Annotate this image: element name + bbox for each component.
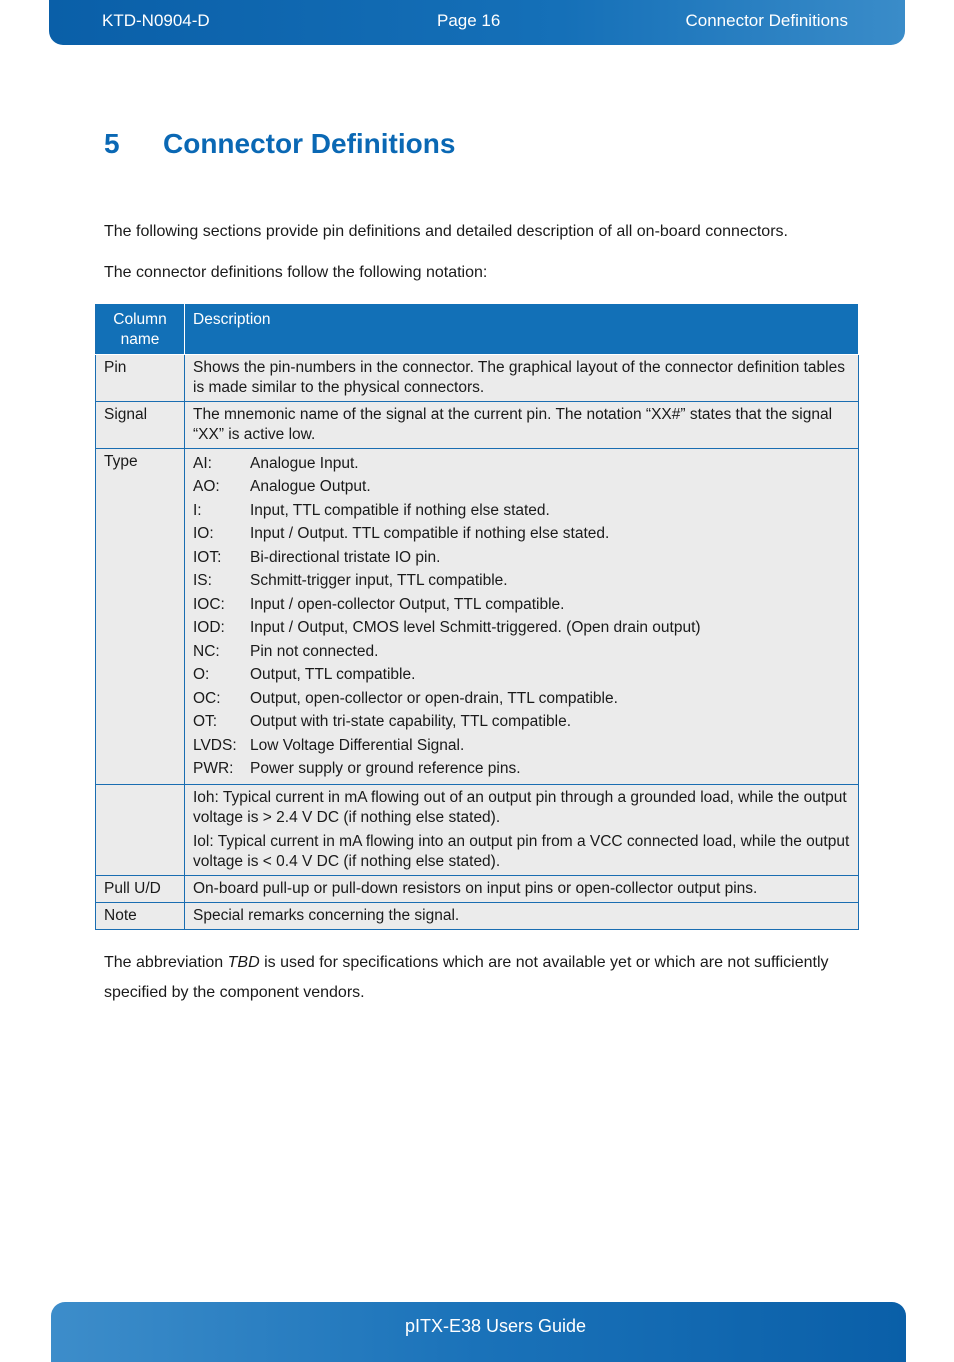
type-description: Analogue Input. <box>250 454 359 472</box>
type-item <box>193 758 850 782</box>
type-description: Bi-directional tristate IO pin. <box>250 548 441 566</box>
table-row-pull <box>96 876 859 903</box>
outro-text-after: is used for specifications which are not available yet or which are not sufficiently specified by the component vendors. <box>104 954 829 1001</box>
type-description: Schmitt-trigger input, TTL compatible. <box>250 572 508 590</box>
type-description: Input / Output, CMOS level Schmitt-triggered. (Open drain output) <box>250 619 701 637</box>
page-footer <box>51 1302 906 1362</box>
page-header <box>49 0 905 45</box>
type-item <box>193 570 850 594</box>
type-description: Output, open-collector or open-drain, TTL compatible. <box>250 689 618 707</box>
table-header-row <box>96 304 859 355</box>
type-description: Input / Output. TTL compatible if nothing else stated. <box>250 525 610 543</box>
row-description: The mnemonic name of the signal at the current pin. The notation “XX#” states that the signal “XX” is active low. <box>185 402 859 449</box>
outro-text-before: The abbreviation <box>104 954 228 971</box>
intro-paragraph-2: The connector definitions follow the following notation: <box>104 264 488 281</box>
type-description: Output, TTL compatible. <box>250 666 416 684</box>
chapter-title <box>104 128 455 160</box>
table-row-note <box>96 903 859 930</box>
row-description: On-board pull-up or pull-down resistors on input pins or open-collector output pins. <box>185 876 859 903</box>
row-label: Pull U/D <box>96 876 185 903</box>
type-item <box>193 452 850 476</box>
type-description: Input / open-collector Output, TTL compatible. <box>250 595 565 613</box>
current-description <box>185 785 859 876</box>
header-doc-id: KTD-N0904-D <box>102 11 210 30</box>
type-code: OT: <box>193 713 218 731</box>
header-page-number: Page 16 <box>437 11 501 30</box>
outro-paragraph <box>104 948 844 1008</box>
table-row-type <box>96 449 859 785</box>
type-item <box>193 687 850 711</box>
row-description: Shows the pin-numbers in the connector. The graphical layout of the connector definition tables is made similar to the physical connectors. <box>185 355 859 402</box>
table-row-current <box>96 785 859 876</box>
type-code: I: <box>193 501 202 519</box>
type-code: PWR: <box>193 760 234 778</box>
abbreviation-tbd: TBD <box>227 954 260 971</box>
type-description: Output with tri-state capability, TTL compatible. <box>250 713 572 731</box>
type-item <box>193 593 850 617</box>
type-code: IO: <box>193 525 214 543</box>
row-label: Type <box>96 449 185 785</box>
notation-table <box>95 303 859 930</box>
type-item <box>193 711 850 735</box>
type-description: Pin not connected. <box>250 642 379 660</box>
type-code: IS: <box>193 572 212 590</box>
type-description: Input, TTL compatible if nothing else stated. <box>250 501 550 519</box>
table-row-pin <box>96 355 859 402</box>
type-code: LVDS: <box>193 736 237 754</box>
type-item <box>193 617 850 641</box>
intro-paragraph-1: The following sections provide pin definitions and detailed description of all on-board connectors. <box>104 223 788 240</box>
type-code: AO: <box>193 478 220 496</box>
type-item <box>193 546 850 570</box>
type-item <box>193 664 850 688</box>
iol-description: Iol: Typical current in mA flowing into an output pin from a VCC connected load, while the output voltage is < 0.4 V DC (if nothing else stated). <box>193 833 850 870</box>
column-header-name: Column name <box>96 304 185 355</box>
row-label <box>96 785 185 876</box>
ioh-description: Ioh: Typical current in mA flowing out of an output pin through a grounded load, while the output voltage is > 2.4 V DC (if nothing else stated). <box>193 789 847 826</box>
type-code: O: <box>193 666 210 684</box>
type-code: IOC: <box>193 595 225 613</box>
chapter-number: 5 <box>104 128 120 159</box>
header-section-title: Connector Definitions <box>685 11 848 30</box>
table-row-signal <box>96 402 859 449</box>
type-code: IOT: <box>193 548 222 566</box>
chapter-title-text: Connector Definitions <box>163 128 456 159</box>
type-code: OC: <box>193 689 221 707</box>
type-item <box>193 499 850 523</box>
type-description: Power supply or ground reference pins. <box>250 760 521 778</box>
type-item <box>193 523 850 547</box>
type-code: NC: <box>193 642 220 660</box>
type-list <box>185 449 859 785</box>
column-header-description: Description <box>185 304 859 355</box>
row-label: Note <box>96 903 185 930</box>
type-item <box>193 734 850 758</box>
type-item <box>193 640 850 664</box>
type-code: AI: <box>193 454 212 472</box>
row-label: Pin <box>96 355 185 402</box>
row-description: Special remarks concerning the signal. <box>185 903 859 930</box>
type-code: IOD: <box>193 619 225 637</box>
type-item <box>193 476 850 500</box>
row-label: Signal <box>96 402 185 449</box>
type-description: Analogue Output. <box>250 478 371 496</box>
footer-title: pITX-E38 Users Guide <box>405 1316 587 1336</box>
type-description: Low Voltage Differential Signal. <box>250 736 465 754</box>
